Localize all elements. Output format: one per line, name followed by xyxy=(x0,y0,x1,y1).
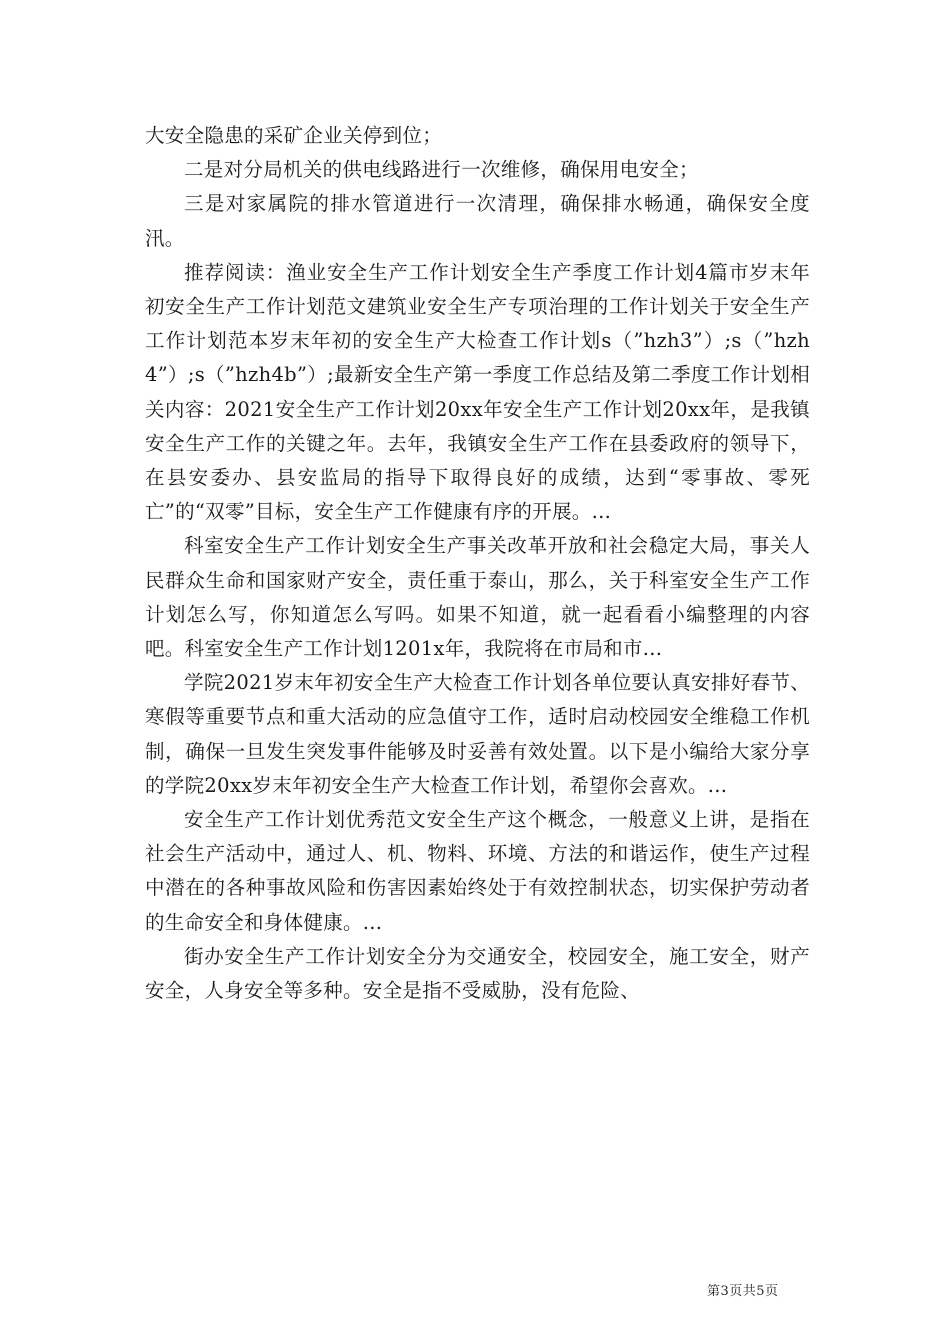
paragraph-6: 学院2021岁末年初安全生产大检查工作计划各单位要认真安排好春节、寒假等重要节点和重大活动的应急值守工作，适时启动校园安全维稳工作机制，确保一旦发生突发事件能够及时妥善有效处置。以下是小编给大家分享的学院20xx岁末年初安全生产大检查工作计划，希望你会喜欢。... xyxy=(145,671,810,797)
paragraph-4: 推荐阅读：渔业安全生产工作计划安全生产季度工作计划4篇市岁末年初安全生产工作计划范文建筑业安全生产专项治理的工作计划关于安全生产工作计划范本岁末年初的安全生产大检查工作计划s（”hzh3”）;s（”hzh4”）;s（”hzh4b”）;最新安全生产第一季度工作总结及第二季度工作计划相关内容：2021安全生产工作计划20xx年安全生产工作计划20xx年，是我镇安全生产工作的关键之年。去年，我镇安全生产工作在县委政府的领导下，在县安委办、县安监局的指导下取得良好的成绩，达到“零事故、零死亡”的“双零”目标，安全生产工作健康有序的开展。... xyxy=(145,260,810,524)
paragraph-7: 安全生产工作计划优秀范文安全生产这个概念，一般意义上讲，是指在社会生产活动中，通过人、机、物料、环境、方法的和谐运作，使生产过程中潜在的各种事故风险和伤害因素始终处于有效控制状态，切实保护劳动者的生命安全和身体健康。... xyxy=(145,808,810,934)
paragraph-3: 三是对家属院的排水管道进行一次清理，确保排水畅通，确保安全度汛。 xyxy=(145,192,810,250)
paragraph-5: 科室安全生产工作计划安全生产事关改革开放和社会稳定大局，事关人民群众生命和国家财产安全，责任重于泰山，那么，关于科室安全生产工作计划怎么写，你知道怎么写吗。如果不知道，就一起看看小编整理的内容吧。科室安全生产工作计划1201x年，我院将在市局和市... xyxy=(145,534,810,661)
paragraph-1: 大安全隐患的采矿企业关停到位； xyxy=(145,124,443,147)
paragraph-8: 街办安全生产工作计划安全分为交通安全，校园安全，施工安全，财产安全，人身安全等多种。安全是指不受威胁，没有危险、 xyxy=(145,944,810,1003)
page-number: 第3页共5页 xyxy=(707,1284,779,1299)
document-body xyxy=(145,119,810,1008)
paragraph-2: 二是对分局机关的供电线路进行一次维修，确保用电安全； xyxy=(184,158,699,182)
